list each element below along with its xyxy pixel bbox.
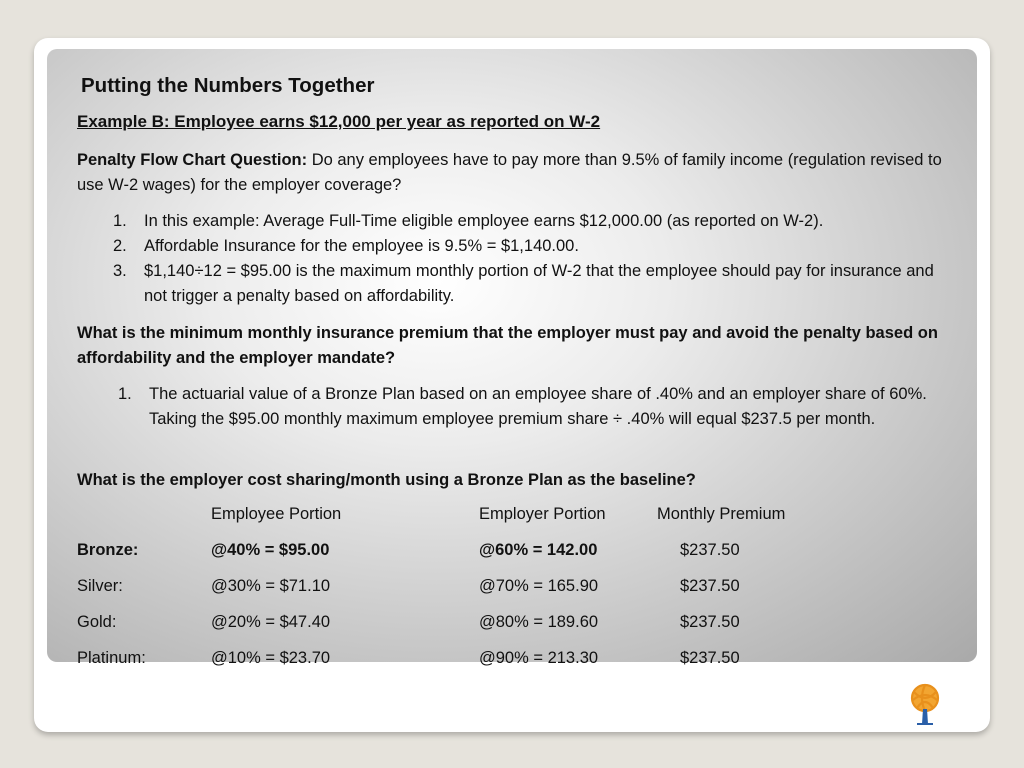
slide-subtitle: Example B: Employee earns $12,000 per year as reported on W-2	[77, 112, 601, 131]
table-row: Gold: @20% = $47.40 @80% = 189.60 $237.50	[77, 613, 740, 631]
header-employee: Employee Portion	[211, 505, 342, 523]
list-item: 1. The actuarial value of a Bronze Plan based on an employee share of .40% and an employer share of 60%. Taking the $95.00 monthly maximum employee premium share ÷ .40% will equal $237.5 per month.	[118, 385, 927, 428]
cost-sharing-question: What is the employer cost sharing/month using a Bronze Plan as the baseline?	[77, 471, 696, 489]
table-row: Platinum: @10% = $23.70 @90% = 213.30 $237.50	[77, 649, 740, 667]
header-employer: Employer Portion	[479, 505, 606, 523]
slide-title: Putting the Numbers Together	[81, 74, 375, 97]
header-premium: Monthly Premium	[657, 505, 786, 523]
question-text: Do any employees have to pay more than 9.5% of family income (regulation revised to use W-2 wages) for the employer coverage?	[77, 151, 942, 194]
list-item: 2. Affordable Insurance for the employee is 9.5% = $1,140.00.	[113, 237, 579, 255]
actuarial-list	[82, 382, 952, 432]
question-label: Penalty Flow Chart Question:	[77, 151, 308, 169]
minimum-premium-question: What is the minimum monthly insurance premium that the employer must pay and avoid the penalty based on affordability and the employer mandate?	[77, 324, 938, 367]
table-row: Silver: @30% = $71.10 @70% = 165.90 $237.50	[77, 577, 740, 595]
tree-logo-icon	[905, 682, 945, 728]
table-header	[77, 505, 957, 529]
table-row: Bronze: @40% = $95.00 @60% = 142.00 $237.50	[77, 541, 740, 559]
example-list	[77, 209, 947, 309]
penalty-question	[77, 148, 957, 198]
list-item: 1. In this example: Average Full-Time eligible employee earns $12,000.00 (as reported on W-2).	[113, 212, 824, 230]
list-item: 3. $1,140÷12 = $95.00 is the maximum monthly portion of W-2 that the employee should pay for insurance and not trigger a penalty based on affordability.	[113, 262, 934, 305]
